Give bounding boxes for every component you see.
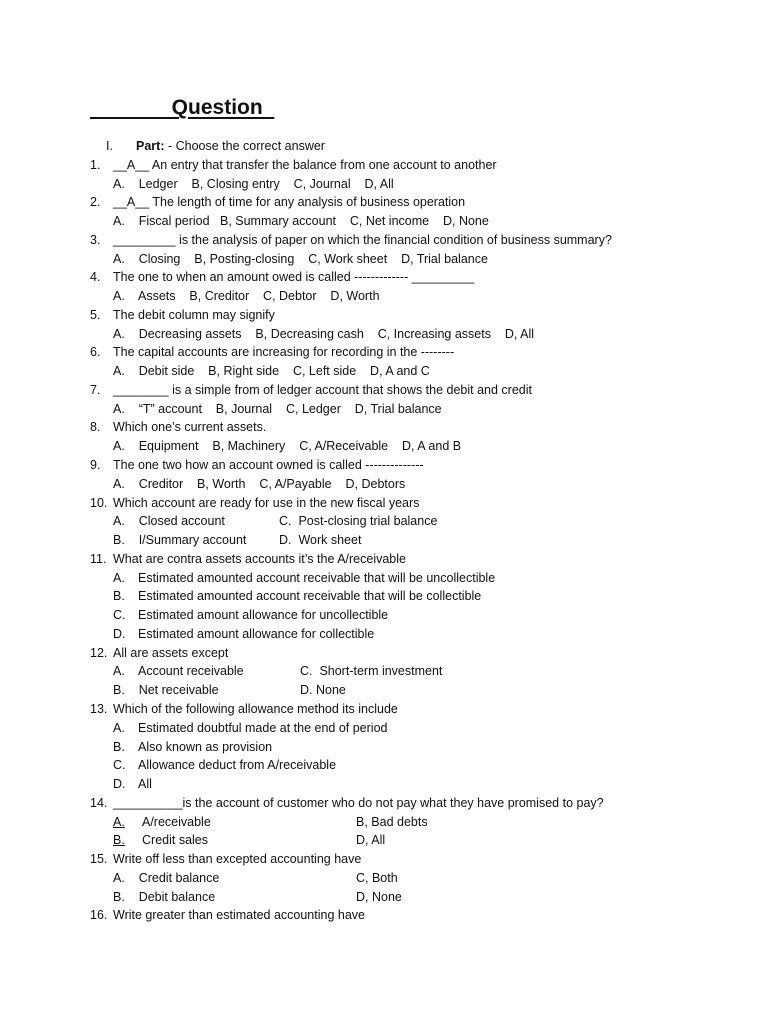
option: C. Post-closing trial balance bbox=[279, 514, 438, 529]
options-line: A. Decreasing assets B, Decreasing cash C, Increasing assets D, All bbox=[113, 326, 535, 341]
question-10-options-row-1 bbox=[0, 512, 768, 531]
part-numeral: I. bbox=[106, 139, 113, 153]
question-text: __A__ An entry that transfer the balance from one account to another bbox=[113, 157, 497, 172]
option: A. Credit balance bbox=[113, 870, 220, 885]
option-row bbox=[0, 775, 768, 794]
question-15-options-row-1 bbox=[0, 869, 768, 888]
options-line: A. “T” account B, Journal C, Ledger D, Trial balance bbox=[113, 401, 442, 416]
question-number: 1. bbox=[90, 157, 101, 172]
page-title: Question bbox=[90, 96, 275, 119]
part-instruction bbox=[136, 137, 325, 156]
question-9-options bbox=[0, 475, 768, 494]
option-text: Estimated amount allowance for collectible bbox=[138, 626, 375, 641]
question-text: Which account are ready for use in the new fiscal years bbox=[113, 495, 420, 510]
question-8 bbox=[0, 418, 768, 437]
option-row bbox=[0, 738, 768, 757]
question-number: 9. bbox=[90, 458, 101, 473]
question-text: __________is the account of customer who do not pay what they have promised to pay? bbox=[113, 795, 604, 810]
question-number: 4. bbox=[90, 270, 101, 285]
option-row bbox=[0, 719, 768, 738]
question-1 bbox=[0, 156, 768, 175]
question-number: 3. bbox=[90, 232, 101, 247]
question-text: ________ is a simple from of ledger account that shows the debit and credit bbox=[113, 382, 533, 397]
options-line: A. Equipment B, Machinery C, A/Receivable D, A and B bbox=[113, 439, 462, 454]
question-text: The one two how an account owned is called -------------- bbox=[113, 458, 424, 473]
question-7-options bbox=[0, 400, 768, 419]
option: C. Short-term investment bbox=[300, 664, 443, 679]
option-text: A/receivable bbox=[142, 814, 211, 829]
option: B. Net receivable bbox=[113, 683, 219, 698]
question-5 bbox=[0, 306, 768, 325]
option: B. Debit balance bbox=[113, 889, 216, 904]
question-text: __A__ The length of time for any analysis of business operation bbox=[113, 195, 466, 210]
question-10 bbox=[0, 494, 768, 513]
part-label: Part: bbox=[136, 139, 165, 153]
question-4-options bbox=[0, 287, 768, 306]
question-5-options bbox=[0, 325, 768, 344]
options-line: A. Closing B, Posting-closing C, Work sheet D, Trial balance bbox=[113, 251, 488, 266]
question-15-options-row-2 bbox=[0, 888, 768, 907]
question-3 bbox=[0, 231, 768, 250]
question-11 bbox=[0, 550, 768, 569]
question-text: What are contra assets accounts it’s the A/receivable bbox=[113, 551, 406, 566]
option-text: Estimated amount allowance for uncollectible bbox=[138, 608, 389, 623]
question-text: Write greater than estimated accounting have bbox=[113, 908, 365, 923]
option-text: All bbox=[138, 777, 152, 792]
option: B. I/Summary account bbox=[113, 533, 247, 548]
option-letter: D. bbox=[113, 777, 126, 792]
option-letter: C. bbox=[113, 608, 126, 623]
option-letter: A. bbox=[113, 570, 125, 585]
question-9 bbox=[0, 456, 768, 475]
question-text: Which of the following allowance method its include bbox=[113, 701, 398, 716]
question-16 bbox=[0, 906, 768, 925]
option: B, Bad debts bbox=[356, 814, 428, 829]
option: D. None bbox=[300, 683, 346, 698]
question-10-options-row-2 bbox=[0, 531, 768, 550]
question-6-options bbox=[0, 362, 768, 381]
question-number: 15. bbox=[90, 852, 108, 867]
question-1-options bbox=[0, 175, 768, 194]
part-header bbox=[0, 137, 768, 156]
question-number: 5. bbox=[90, 307, 101, 322]
question-number: 2. bbox=[90, 195, 101, 210]
question-12-options-row-1 bbox=[0, 662, 768, 681]
question-14-options-row-1 bbox=[0, 813, 768, 832]
question-12-options-row-2 bbox=[0, 681, 768, 700]
question-number: 14. bbox=[90, 795, 108, 810]
option: A. Closed account bbox=[113, 514, 225, 529]
options-line: A. Ledger B, Closing entry C, Journal D, All bbox=[113, 176, 394, 191]
options-line: A. Debit side B, Right side C, Left side D, A and C bbox=[113, 364, 430, 379]
question-number: 11. bbox=[90, 551, 107, 566]
question-4 bbox=[0, 268, 768, 287]
question-2 bbox=[0, 193, 768, 212]
option: D, All bbox=[356, 833, 386, 848]
question-text: The capital accounts are increasing for recording in the -------- bbox=[113, 345, 455, 360]
question-12 bbox=[0, 644, 768, 663]
option-text: Also known as provision bbox=[138, 739, 273, 754]
option: C, Both bbox=[356, 870, 398, 885]
question-15 bbox=[0, 850, 768, 869]
question-7 bbox=[0, 381, 768, 400]
option-row bbox=[0, 569, 768, 588]
question-number: 10. bbox=[90, 495, 108, 510]
question-14 bbox=[0, 794, 768, 813]
question-13 bbox=[0, 700, 768, 719]
question-text: The debit column may signify bbox=[113, 307, 275, 322]
option-letter: A. bbox=[113, 814, 125, 829]
option-row bbox=[0, 606, 768, 625]
option-letter: B. bbox=[113, 739, 125, 754]
question-text: Which one’s current assets. bbox=[113, 420, 267, 435]
question-14-options-row-2 bbox=[0, 831, 768, 850]
option-text: Estimated doubtful made at the end of period bbox=[138, 720, 388, 735]
question-text: All are assets except bbox=[113, 645, 229, 660]
question-text: Write off less than excepted accounting have bbox=[113, 852, 362, 867]
question-8-options bbox=[0, 437, 768, 456]
question-number: 8. bbox=[90, 420, 101, 435]
question-list bbox=[0, 137, 768, 925]
question-2-options bbox=[0, 212, 768, 231]
option-row bbox=[0, 756, 768, 775]
option-row bbox=[0, 587, 768, 606]
question-text: _________ is the analysis of paper on which the financial condition of business summary? bbox=[113, 232, 612, 247]
option-letter: C. bbox=[113, 758, 126, 773]
option-letter: B. bbox=[113, 589, 125, 604]
option-letter: A. bbox=[113, 720, 125, 735]
option-text: Estimated amounted account receivable that will be collectible bbox=[138, 589, 482, 604]
option-row bbox=[0, 625, 768, 644]
option: A. Account receivable bbox=[113, 664, 244, 679]
option-text: Estimated amounted account receivable that will be uncollectible bbox=[138, 570, 496, 585]
question-number: 13. bbox=[90, 701, 108, 716]
option: D, None bbox=[356, 889, 402, 904]
option-text: Credit sales bbox=[142, 833, 208, 848]
options-line: A. Fiscal period B, Summary account C, Net income D, None bbox=[113, 214, 489, 229]
question-3-options bbox=[0, 250, 768, 269]
part-text: - Choose the correct answer bbox=[164, 139, 325, 153]
option: D. Work sheet bbox=[279, 533, 362, 548]
question-6 bbox=[0, 343, 768, 362]
question-number: 16. bbox=[90, 908, 108, 923]
question-text: The one to when an amount owed is called ------------- _________ bbox=[113, 270, 475, 285]
question-number: 6. bbox=[90, 345, 101, 360]
option-text: Allowance deduct from A/receivable bbox=[138, 758, 337, 773]
question-number: 7. bbox=[90, 382, 101, 397]
option-letter: B. bbox=[113, 833, 125, 848]
option-letter: D. bbox=[113, 626, 126, 641]
options-line: A. Creditor B, Worth C, A/Payable D, Debtors bbox=[113, 476, 406, 491]
question-number: 12. bbox=[90, 645, 108, 660]
options-line: A. Assets B, Creditor C, Debtor D, Worth bbox=[113, 289, 380, 304]
